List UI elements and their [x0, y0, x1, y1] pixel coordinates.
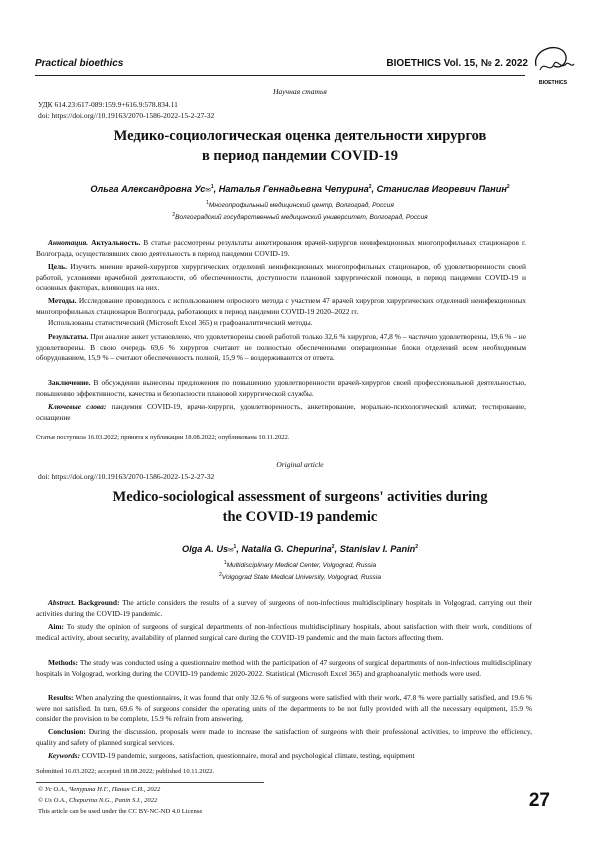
abstract-en-background — [36, 598, 532, 619]
dates-ru: Статья поступила 16.03.2022; принята к публикации 18.08.2022; опубликована 10.11.2022. — [36, 434, 290, 441]
abstract-en-methods — [36, 658, 532, 679]
abstract-ru-conclusion — [36, 378, 526, 399]
results-label-ru: Результаты. — [48, 332, 89, 341]
journal-issue: BIOETHICS Vol. 15, № 2. 2022 — [386, 58, 528, 69]
abstract-label-ru: Аннотация. — [48, 238, 89, 247]
relevance-text-ru: В статье рассмотрены результаты анкетирования врачей-хирургов неинфекционных многопрофильных стационаров г. Волгограда, осуществлявших свою деятельность в период пандемии COVID-19. — [36, 238, 526, 258]
affiliation-ru-2: $^2$Волгоградский государственный медицинский университет, Волгоград, Россия — [172, 212, 428, 222]
title-en — [40, 487, 560, 527]
conclusion-text-ru: В обсуждении вынесены предложения по повышению удовлетворенности врачей-хирургов своей профессиональной деятельностью, повышению эффективности, качества и безопасности плановой хирургической службы. — [36, 378, 526, 398]
udc-code: УДК 614.23:617-089:159.9+616.9:578.834.11 — [38, 100, 178, 109]
methods2-text-ru: Использованы статистический (Microsoft Excel 365) и графоаналитический методы. — [48, 318, 313, 327]
abstract-ru-methods2 — [36, 318, 526, 329]
authors-en: Olga A. Us✉$^1$, Natalia G. Chepurina$^2$, Stanislav I. Panin$^2$ — [181, 544, 419, 555]
envelope-icon: ✉ — [205, 187, 211, 195]
keywords-text-en: COVID-19 pandemic, surgeons, satisfaction, questionnaire, moral and psychological climate, testing, equipment — [81, 751, 415, 760]
methods-text-ru: Исследование проводилось с использованием опросного метода с участием 47 врачей хирургов хирургических отделений неинфекционных многопрофильных стационаров Волгограда, работающих в период пандемии COVID-19 2020–2022 гг. — [36, 296, 526, 316]
results-label-en: Results: — [48, 693, 74, 702]
title-ru-line2: в период пандемии COVID-19 — [201, 148, 399, 164]
abstract-ru-methods — [36, 296, 526, 317]
title-ru-line1: Медико-социологическая оценка деятельности хирургов — [113, 128, 487, 144]
author-en-3-aff: 2 — [415, 544, 419, 550]
title-en-line1: Medico-sociological assessment of surgeons' activities during — [112, 489, 488, 505]
article-type-ru: Научная статья — [273, 87, 327, 96]
author-en-3: Stanislav I. Panin — [339, 544, 416, 555]
affiliation-en-2-text: Volgograd State Medical University, Volgograd, Russia — [221, 574, 381, 582]
copyright-ru: © Ус О.А., Чепурина Н.Г., Панин С.И., 2022 — [38, 786, 161, 793]
author-en-1: Olga A. Us — [181, 544, 229, 555]
envelope-icon: ✉ — [228, 547, 234, 555]
aim-label-ru: Цель. — [48, 262, 67, 271]
results-text-ru: При анализе анкет установлено, что удовлетворены своей работой только 32,6 % хирургов, 47,8 % – частично удовлетворены, 19,6 % – не удовлетворены. В свою очередь 69,6 % хирургов считают не полностью обеспеченными операционные блоки отделений всем необходимым оборудованием, 15,9 % – считают обеспеченность полной, 15,9 % – воздерживаются от ответа. — [36, 332, 526, 363]
background-label-en: Background: — [78, 598, 120, 607]
doi-en[interactable]: doi: https://doi.org//10.19163/2070-1586-2022-15-2-27-32 — [38, 472, 215, 481]
footer-divider — [36, 782, 264, 783]
conclusion-label-ru: Заключение. — [48, 378, 91, 387]
abstract-ru-relevance — [36, 238, 526, 259]
affiliation-ru-1: $^1$Многопрофильный медицинский центр, Волгоград, Россия — [206, 200, 394, 210]
author-ru-3-aff: 2 — [506, 184, 510, 190]
keywords-ru — [36, 402, 526, 423]
page-number: 27 — [528, 790, 550, 811]
abstract-ru-results — [36, 332, 526, 364]
results-text-en: When analyzing the questionnaires, it was found that only 32.6 % of surgeons were satisfied with their work, 47.8 % were partially satisfied, and 19.6 % were not satisfied. In turn, 69.6 % of surgeons consider the operating units of the departments to be not fully provided with all the necessary equipment, 15.9 % consider the provision to be complete, 15.9 % refrain from answering. — [36, 693, 533, 724]
title-en-line2: the COVID-19 pandemic — [222, 509, 378, 525]
abstract-label-en: Abstract. — [48, 598, 76, 607]
author-ru-1: Ольга Александровна Ус — [90, 184, 206, 195]
abstract-ru-aim — [36, 262, 526, 294]
conclusion-text-en: During the discussion, proposals were made to increase the satisfaction of surgeons with their professional activities, to improve the efficiency, quality and safety of planned surgical services. — [36, 727, 532, 747]
relevance-label-ru: Актуальность. — [91, 238, 141, 247]
doi-ru[interactable]: doi: https://doi.org//10.19163/2070-1586-2022-15-2-27-32 — [38, 111, 215, 120]
aim-text-ru: Изучить мнение врачей-хирургов хирургических отделений неинфекционных многопрофильных стационаров, об удовлетворенности своей работой, условиями врачебной деятельности, об обеспеченности, доступности плановой хирургической помощи, в период пандемии COVID-19 и основных факторах, влияющих на них. — [36, 262, 526, 293]
author-en-2-aff: 2 — [331, 544, 335, 550]
abstract-en-aim — [36, 622, 532, 643]
logo-script — [540, 62, 574, 70]
author-ru-2-aff: 2 — [368, 184, 372, 190]
affiliation-en-1: $^1$Multidisciplinary Medical Center, Volgograd, Russia — [223, 560, 377, 570]
copyright-en: © Us O.A., Chepurina N.G., Panin S.I., 2022 — [38, 797, 158, 804]
logo-text: BIOETHICS — [538, 80, 568, 86]
methods-label-ru: Методы. — [48, 296, 77, 305]
background-text-en: The article considers the results of a survey of surgeons of non-infectious multidisciplinary hospitals in Volgograd, carrying out their activities during the COVID-19 pandemic. — [36, 598, 532, 618]
license-notice: This article can be used under the CC BY-NC-ND 4.0 License — [38, 808, 203, 815]
dates-en: Submitted 16.03.2022; accepted 18.08.2022; published 10.11.2022. — [36, 768, 215, 775]
abstract-en-conclusion — [36, 727, 532, 748]
affiliation-ru-1-text: Многопрофильный медицинский центр, Волгоград, Россия — [208, 202, 394, 210]
title-ru — [40, 126, 560, 166]
journal-section-title: Practical bioethics — [35, 58, 124, 69]
header-divider — [35, 75, 525, 76]
methods-text-en: The study was conducted using a questionnaire method with the participation of 47 surgeons of surgical departments of non-infectious multidisciplinary hospitals in Volgograd, working during the COVID-19 pandemic 2020-2022. Statistical (Microsoft Excel 365) and graphoanalytic methods were used. — [36, 658, 533, 678]
affiliation-en-1-text: Multidisciplinary Medical Center, Volgograd, Russia — [226, 562, 377, 570]
aim-text-en: To study the opinion of surgeons of surgical departments of non-infectious multidisciplinary hospitals, about satisfaction with their work, conditions of medical activity, about security, availability of planned surgical care during the COVID-19 pandemic and the main factors affecting them. — [36, 622, 532, 642]
author-ru-3: Станислав Игоревич Панин — [376, 184, 507, 195]
affiliation-en-2: $^2$Volgograd State Medical University, Volgograd, Russia — [219, 572, 381, 582]
keywords-text-ru: пандемия COVID-19, врачи-хирурги, удовлетворенность, анкетирование, морально-психологический климат, тестирование, оснащение — [36, 402, 526, 422]
keywords-en — [36, 751, 532, 762]
affiliation-ru-2-text: Волгоградский государственный медицинский университет, Волгоград, Россия — [175, 214, 428, 222]
author-en-1-aff: 1 — [233, 544, 237, 550]
journal-logo — [526, 40, 578, 92]
abstract-en-results — [36, 693, 532, 725]
keywords-label-ru: Ключевые слова: — [48, 402, 107, 411]
authors-ru: Ольга Александровна Ус✉$^1$, Наталья Геннадьевна Чепурина$^2$, Станислав Игоревич Панин$^2$ — [90, 184, 510, 195]
author-en-2: Natalia G. Chepurina — [241, 544, 332, 555]
logo-swirl — [536, 48, 567, 67]
article-type-en: Original article — [276, 460, 324, 469]
conclusion-label-en: Conclusion: — [48, 727, 86, 736]
aim-label-en: Aim: — [48, 622, 65, 631]
methods-label-en: Methods: — [48, 658, 78, 667]
author-ru-1-aff: 1 — [210, 184, 214, 190]
keywords-label-en: Keywords: — [48, 751, 81, 760]
author-ru-2: Наталья Геннадьевна Чепурина — [218, 184, 369, 195]
